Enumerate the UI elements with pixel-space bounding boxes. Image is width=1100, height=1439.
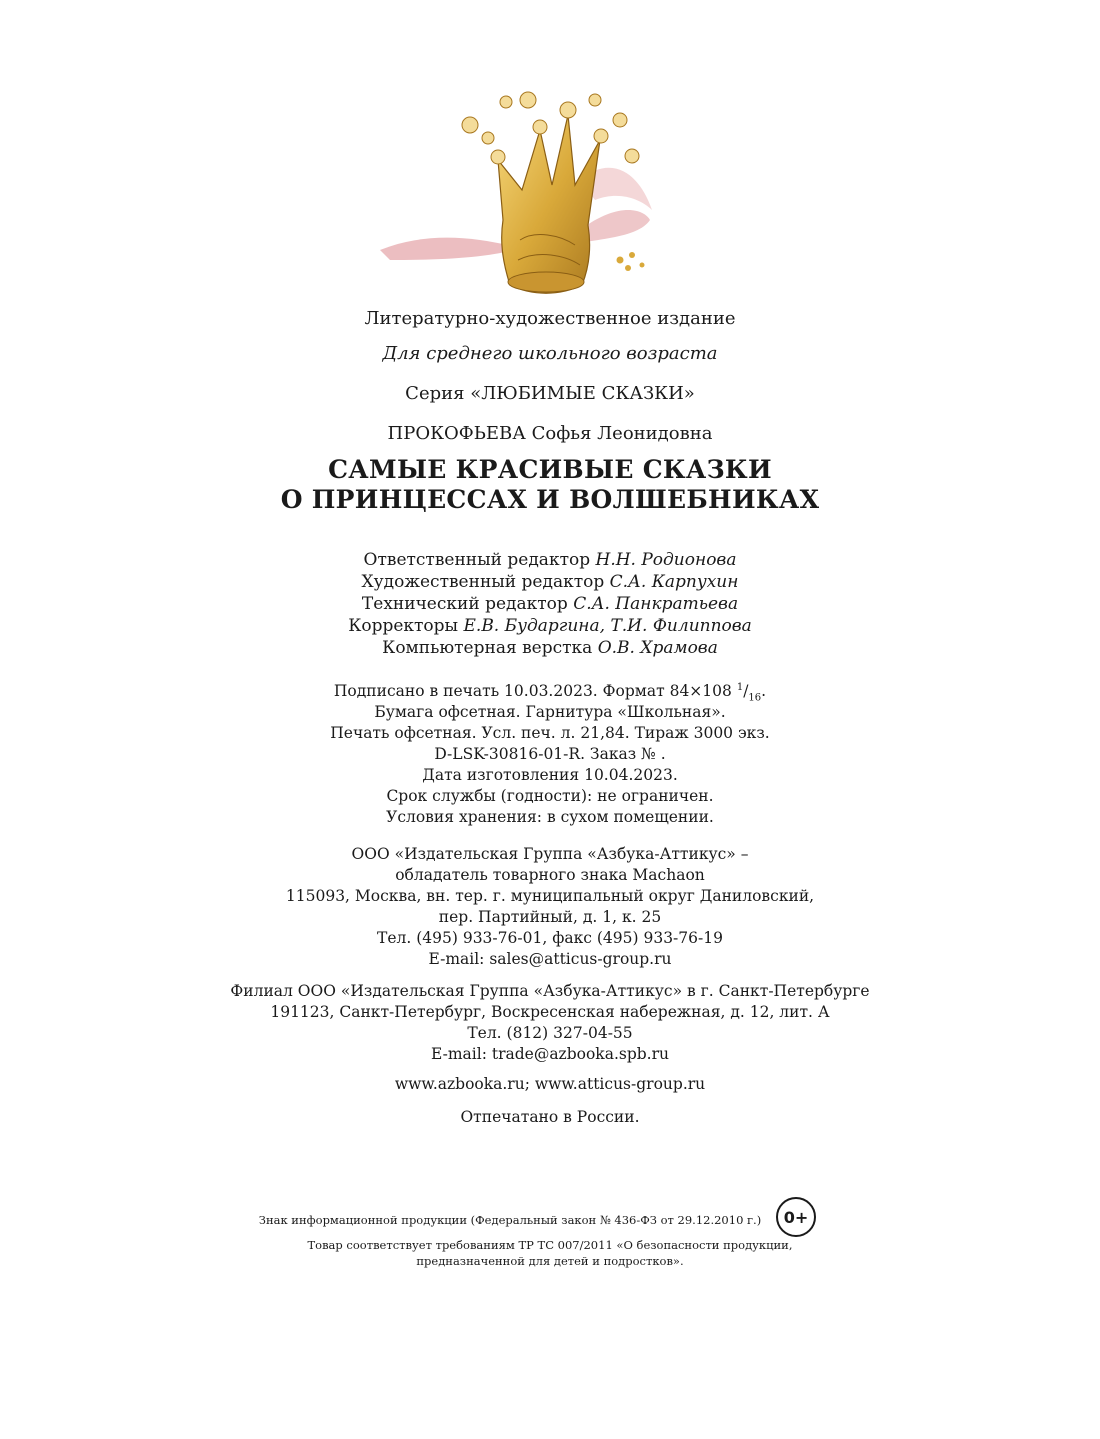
credit-line [0, 572, 1100, 592]
credit-name: С.А. Панкратьева [573, 594, 739, 614]
format-denominator: 16 [748, 692, 762, 704]
credit-role: Ответственный редактор [363, 550, 591, 570]
publisher-address-2: пер. Партийный, д. 1, к. 25 [438, 908, 662, 926]
publisher-email: E-mail: sales@atticus-group.ru [428, 950, 672, 968]
compliance-line-1: Товар соответствует требованиям ТР ТС 007/2011 «О безопасности продукции, [307, 1238, 793, 1252]
printing-info: Печать офсетная. Усл. печ. л. 21,84. Тираж 3000 экз. [330, 724, 770, 742]
credit-role: Художественный редактор [361, 572, 605, 592]
credit-name: О.В. Храмова [597, 638, 718, 658]
author: ПРОКОФЬЕВА Софья Леонидовна [387, 423, 713, 444]
branch-name: Филиал ООО «Издательская Группа «Азбука-Аттикус» в г. Санкт-Петербурге [230, 982, 870, 1000]
paper-info: Бумага офсетная. Гарнитура «Школьная». [374, 703, 726, 721]
signed-to-print: Подписано в печать 10.03.2023. Формат 84×108 $^1/_{16}$. [333, 682, 767, 704]
credit-role: Технический редактор [361, 594, 568, 614]
publisher-phone: Тел. (495) 933-76-01, факс (495) 933-76-19 [377, 929, 723, 947]
credit-line [0, 616, 1100, 636]
publisher-name-1: ООО «Издательская Группа «Азбука-Аттикус» – [351, 845, 749, 863]
publisher-name-2: обладатель товарного знака Machaon [395, 866, 705, 884]
printed-in: Отпечатано в России. [460, 1108, 640, 1126]
age-group: Для среднего школьного возраста [382, 343, 718, 364]
credit-name: Е.В. Бударгина, Т.И. Филиппова [463, 616, 752, 636]
credit-name: Н.Н. Родионова [595, 550, 737, 570]
websites: www.azbooka.ru; www.atticus-group.ru [394, 1075, 706, 1093]
order-info: D-LSK-30816-01-R. Заказ № . [434, 745, 666, 763]
branch-address: 191123, Санкт-Петербург, Воскресенская набережная, д. 12, лит. А [270, 1003, 830, 1021]
book-title-line-2: О ПРИНЦЕССАХ И ВОЛШЕБНИКАХ [280, 485, 820, 514]
edition-type: Литературно-художественное издание [364, 308, 736, 329]
book-title-line-1: САМЫЕ КРАСИВЫЕ СКАЗКИ [328, 455, 772, 484]
format-numerator: 1 [736, 682, 744, 693]
format-end: . [761, 682, 767, 701]
signed-text: Подписано в печать 10.03.2023. Формат 84×108 [333, 682, 732, 701]
info-sign-notice: Знак информационной продукции (Федеральный закон № 436-ФЗ от 29.12.2010 г.) [258, 1213, 762, 1227]
age-rating-badge: 0+ [776, 1197, 816, 1237]
credit-name: С.А. Карпухин [609, 572, 739, 592]
branch-phone: Тел. (812) 327-04-55 [467, 1024, 633, 1042]
credit-role: Компьютерная верстка [382, 638, 593, 658]
credit-line [0, 594, 1100, 614]
shelf-life: Срок службы (годности): не ограничен. [386, 787, 714, 805]
branch-email: E-mail: trade@azbooka.spb.ru [431, 1045, 669, 1063]
made-date: Дата изготовления 10.04.2023. [422, 766, 678, 784]
series: Серия «ЛЮБИМЫЕ СКАЗКИ» [405, 383, 695, 404]
credit-role: Корректоры [348, 616, 459, 636]
credit-line [0, 550, 1100, 570]
compliance-line-2: предназначенной для детей и подростков». [416, 1254, 684, 1268]
storage-conditions: Условия хранения: в сухом помещении. [386, 808, 714, 826]
crown-illustration [370, 60, 690, 310]
credit-line [0, 638, 1100, 658]
publisher-address-1: 115093, Москва, вн. тер. г. муниципальный округ Даниловский, [285, 887, 815, 905]
